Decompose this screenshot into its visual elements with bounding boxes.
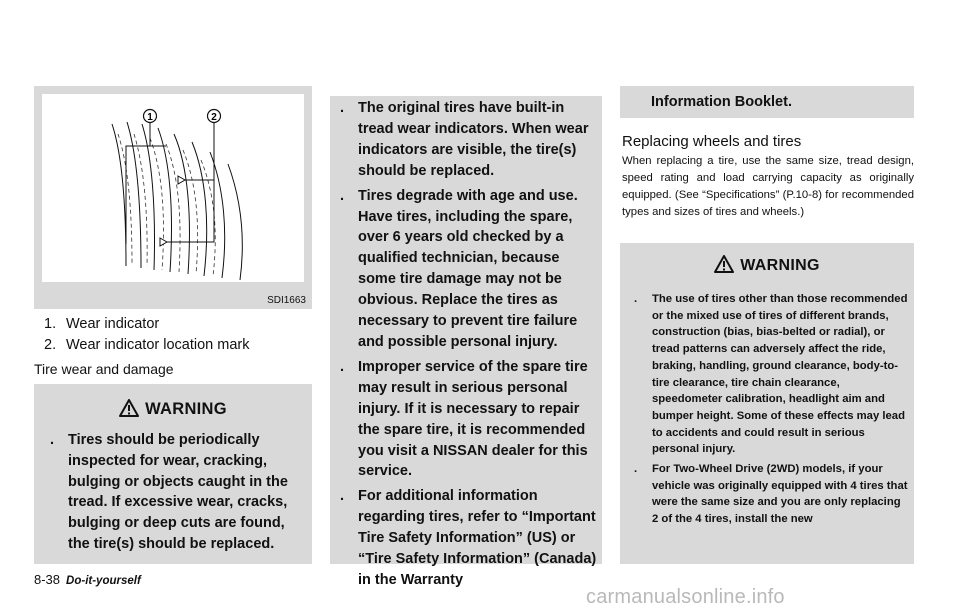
- warning-icon: [714, 255, 734, 273]
- section-heading: Replacing wheels and tires: [622, 133, 802, 150]
- warning-continued-box: [620, 86, 914, 118]
- warning-box: [620, 243, 914, 564]
- subheading: Tire wear and damage: [34, 361, 174, 377]
- warning-item: . The original tires have built-in tread wear indicators. When wear indicators are visible, the tire(s) should be replaced.: [340, 100, 589, 179]
- tire-tread-drawing: [42, 94, 304, 282]
- page-number: 8-38: [34, 572, 61, 587]
- warning-list: [44, 430, 308, 555]
- watermark: carmanualsonline.info: [586, 586, 785, 608]
- warning-item: . For Two-Wheel Drive (2WD) models, if your vehicle was originally equipped with 4 tires that were the same size and you are only replacing 2 of the 4 tires, install the new: [634, 463, 908, 526]
- callout-1-label: 1: [147, 112, 153, 123]
- chapter-title: Do-it-yourself: [66, 575, 141, 587]
- warning-item: . The use of tires other than those recommended or the mixed use of tires of different brands, construction (bias, bias-belted or radial), or tread patterns can adversely affect the ride, braking, handling, ground clearance, body-to-tire clearance, tire chain clearance, speedometer calibration, headlight aim and bumper height. Some of these effects may lead to accidents and could result in serious personal injury.: [634, 293, 908, 456]
- continued-text: Information Booklet.: [651, 94, 792, 110]
- section-body: When replacing a tire, use the same size, tread design, speed rating and load carrying capacity as originally equipped. (See “Specifications” (P.10-8) for recommended types and sizes of tires and wheels.): [622, 155, 914, 218]
- tire-illustration: [42, 94, 304, 282]
- warning-title: WARNING: [34, 399, 312, 419]
- page-footer: [34, 572, 141, 587]
- warning-icon: [119, 399, 139, 417]
- warning-title: WARNING: [620, 255, 914, 275]
- warning-item: . For additional information regarding tires, refer to “Important Tire Safety Information” (US) or “Tire Safety Information” (Canada) in the Warranty: [340, 488, 597, 588]
- warning-item: . Tires degrade with age and use. Have tires, including the spare, over 6 years old checked by a qualified technician, because some tire damage may not be obvious. Replace the tires as necessary to prevent tire failure and possible personal injury.: [340, 187, 578, 350]
- tire-figure: [34, 86, 312, 309]
- warning-continued-box: [330, 96, 602, 588]
- callout-2-label: 2: [211, 112, 217, 123]
- warning-box: [34, 384, 312, 564]
- figure-code: SDI1663: [267, 295, 306, 306]
- warning-item: . Tires should be periodically inspected for wear, cracking, bulging or objects caught in the tread. If excessive wear, cracks, bulging or deep cuts are found, the tire(s) should be replaced.: [50, 432, 288, 552]
- caption-item: 2. Wear indicator location mark: [44, 337, 250, 353]
- warning-item: . Improper service of the spare tire may result in serious personal injury. If it is necessary to repair the spare tire, it is recommended you visit a NISSAN dealer for this service.: [340, 358, 588, 480]
- warning-list: [334, 98, 600, 595]
- warning-list: [628, 291, 910, 531]
- caption-item: 1. Wear indicator: [44, 316, 160, 332]
